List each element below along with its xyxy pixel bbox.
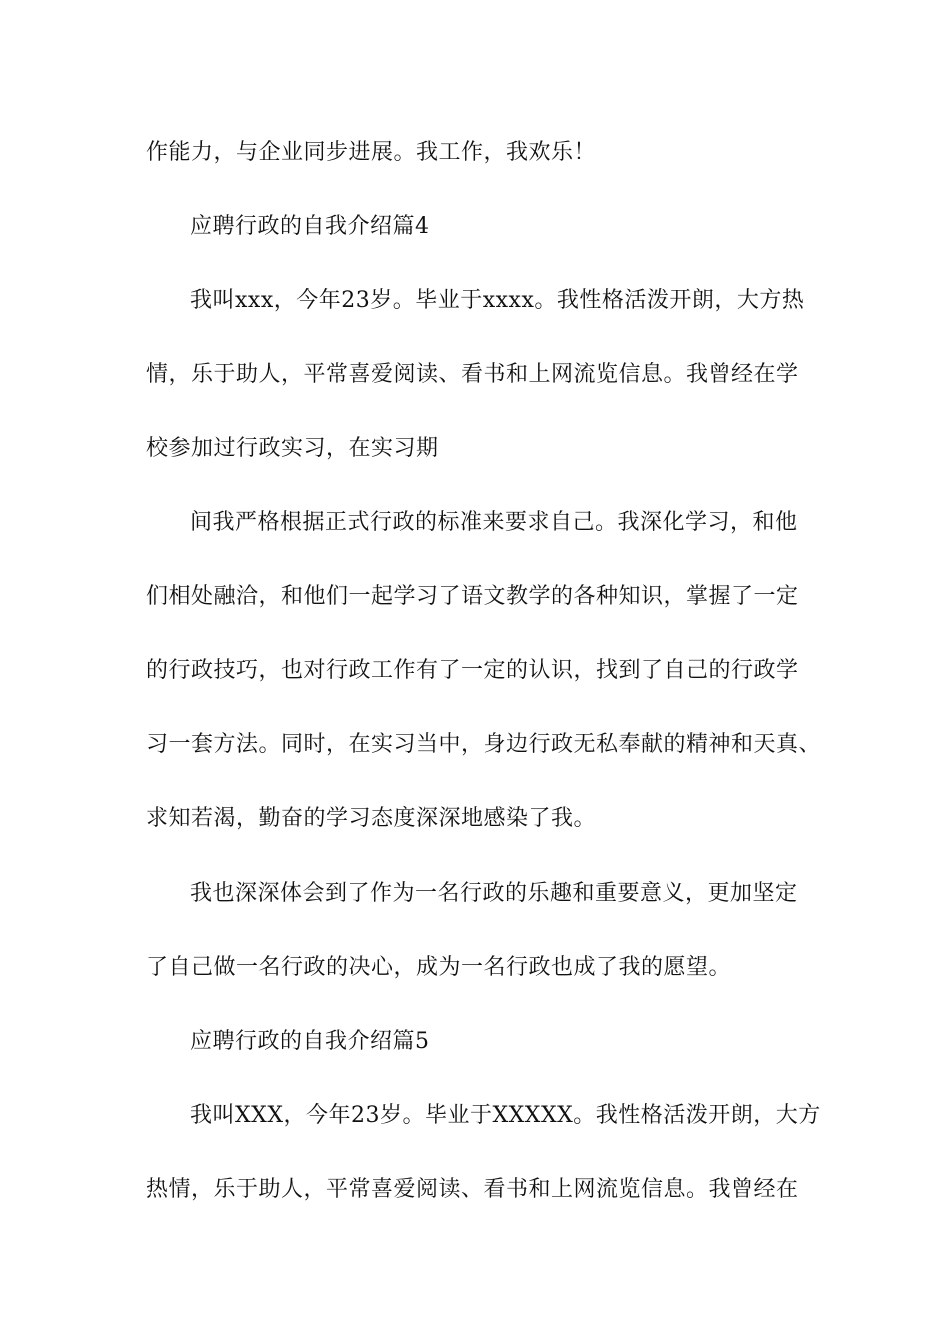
paragraph-line: 我也深深体会到了作为一名行政的乐趣和重要意义，更加坚定 (190, 881, 798, 906)
paragraph-line: 的行政技巧，也对行政工作有了一定的认识，找到了自己的行政学 (146, 658, 799, 683)
paragraph-line: 们相处融洽，和他们一起学习了语文教学的各种知识，掌握了一定 (146, 584, 799, 609)
paragraph-line: 习一套方法。同时，在实习当中，身边行政无私奉献的精神和天真、 (146, 732, 822, 757)
paragraph-line: 校参加过行政实习，在实习期 (146, 436, 439, 461)
section-heading: 应聘行政的自我介绍篇4 (190, 214, 430, 239)
paragraph-line: 间我严格根据正式行政的标准来要求自己。我深化学习，和他 (190, 510, 798, 535)
section-heading: 应聘行政的自我介绍篇5 (190, 1029, 430, 1054)
paragraph-line: 热情，乐于助人，平常喜爱阅读、看书和上网流览信息。我曾经在 (146, 1177, 799, 1202)
paragraph-line: 求知若渴，勤奋的学习态度深深地感染了我。 (146, 806, 597, 831)
paragraph-line: 我叫xxx，今年23岁。毕业于xxxx。我性格活泼开朗，大方热 (190, 288, 805, 313)
paragraph-line: 我叫XXX，今年23岁。毕业于XXXXX。我性格活泼开朗，大方 (190, 1103, 821, 1128)
paragraph-line: 了自己做一名行政的决心，成为一名行政也成了我的愿望。 (146, 955, 732, 980)
paragraph-line: 情，乐于助人，平常喜爱阅读、看书和上网流览信息。我曾经在学 (146, 362, 799, 387)
paragraph-line: 作能力，与企业同步进展。我工作，我欢乐！ (146, 140, 597, 165)
